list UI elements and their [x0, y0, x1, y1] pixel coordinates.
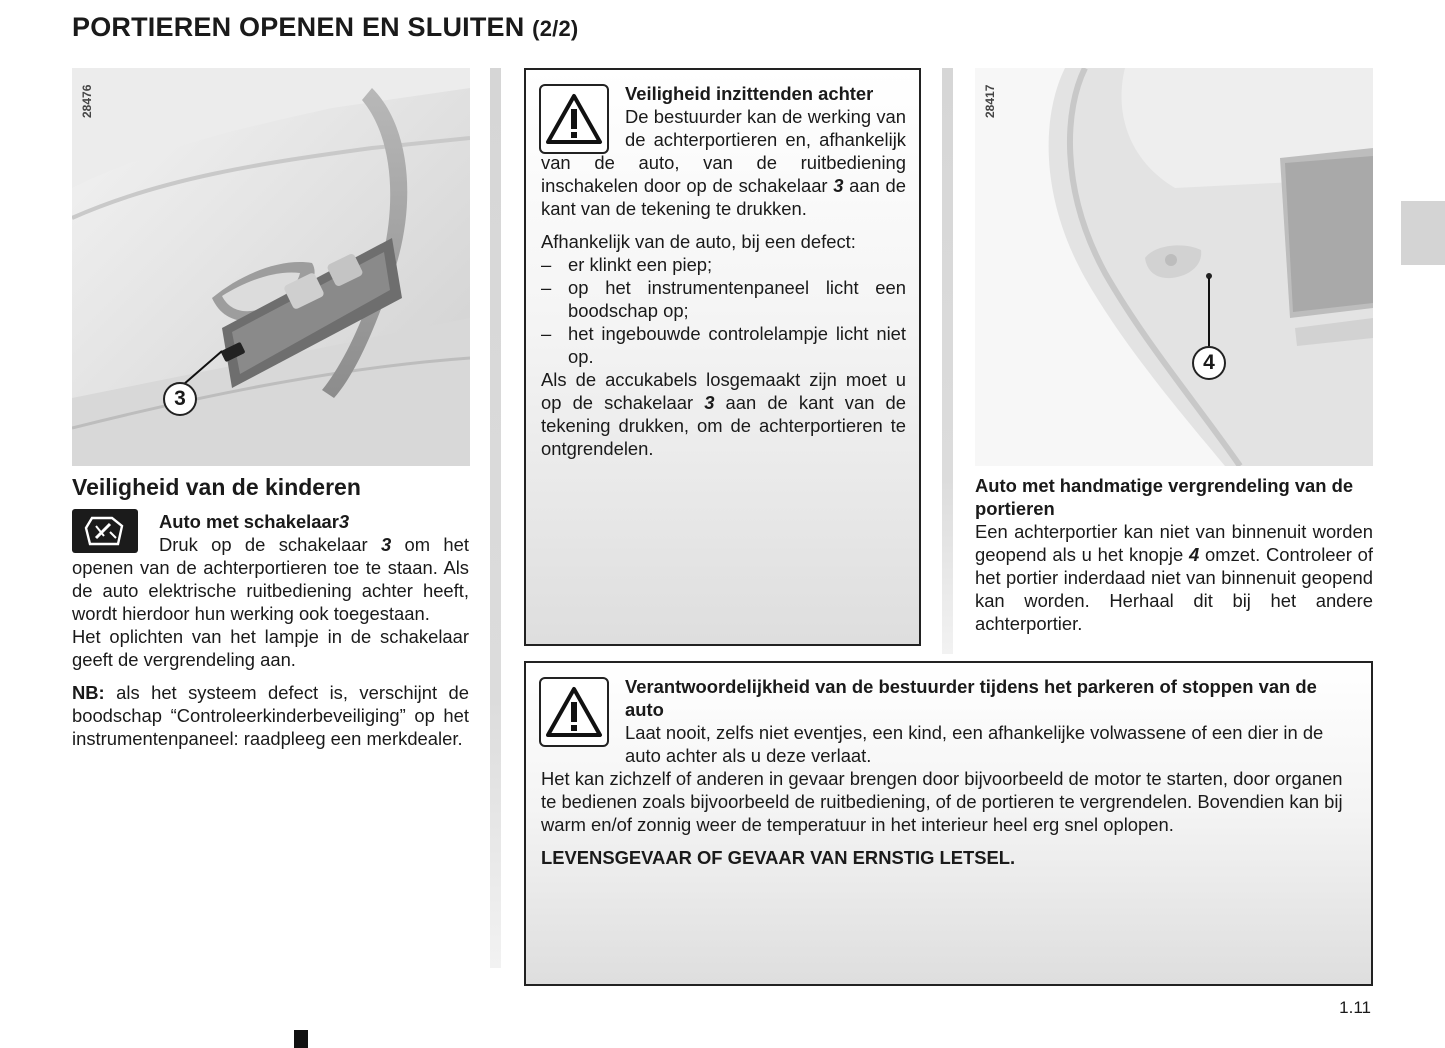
driver-warning-p1: Laat nooit, zelfs niet eventjes, een kind, een afhankelijke volwassene of een dier in de auto achter als u deze verlaat.	[625, 722, 1324, 766]
list-item: – er klinkt een piep;	[541, 253, 906, 276]
rear-warning-heading: Veiligheid inzittenden achter	[625, 83, 874, 104]
page-title	[72, 12, 578, 43]
subheading-text: Auto met schakelaar	[159, 511, 339, 532]
driver-warning-closing: LEVENSGEVAAR OF GEVAAR VAN ERNSTIG LETSEL.	[541, 847, 1016, 868]
figure-number: 28476	[80, 84, 94, 118]
child-safety-nb: NB: als het systeem defect is, verschijnt de boodschap “Controleerkinderbeveiliging” op het instrumentenpaneel: raadpleeg een merkdealer.	[72, 682, 469, 749]
figure-door-lock	[975, 68, 1373, 466]
rear-warning-text	[541, 82, 906, 460]
driver-responsibility-warning	[524, 661, 1373, 986]
driver-warning-text	[541, 675, 1358, 869]
driver-warning-heading: Verantwoordelijkheid van de bestuurder tijdens het parkeren of stoppen van de auto	[625, 676, 1317, 720]
column-divider-right	[942, 68, 953, 654]
child-safety-text	[72, 510, 469, 750]
callout-3: 3	[163, 382, 197, 416]
chapter-tab	[1401, 201, 1445, 265]
figure-number: 28417	[983, 84, 997, 118]
child-safety-subheading	[159, 510, 469, 533]
rear-warning-p1: De bestuurder kan de werking van de achterportieren en, afhankelijk van de auto, van de ruitbediening inschakelen door op de schakelaar 3 aan de kant van de tekening te drukken.	[541, 106, 906, 219]
door-switch-illustration	[72, 68, 470, 466]
end-mark	[294, 1030, 308, 1048]
rear-warning-defect-intro: Afhankelijk van de auto, bij een defect:	[541, 231, 856, 252]
manual-lock-heading: Auto met handmatige vergrendeling van de portieren	[975, 475, 1354, 519]
title-text: PORTIEREN OPENEN EN SLUITEN	[72, 12, 525, 42]
door-lock-illustration	[975, 68, 1373, 466]
child-safety-p1: Druk op de schakelaar 3 om het openen van de achterportieren toe te staan. Als de auto elektrische ruitbediening achter heeft, wordt hierdoor hun werking ook toegestaan.	[72, 534, 469, 624]
list-item: – het ingebouwde controlelampje licht niet op.	[541, 322, 906, 368]
driver-warning-p2: Het kan zichzelf of anderen in gevaar brengen door bijvoorbeeld de motor te starten, door organen te bedienen zoals bijvoorbeeld de ruitbediening, of de portieren te vergrendelen. Bovendien kan bij warm en/of zonnig weer de temperatuur in het interieur heel erg snel oplopen.	[541, 768, 1343, 835]
figure-door-switch	[72, 68, 470, 466]
child-safety-heading: Veiligheid van de kinderen	[72, 474, 361, 500]
manual-lock-text	[975, 474, 1373, 635]
rear-warning-defect-list	[541, 253, 906, 368]
list-item: – op het instrumentenpaneel licht een boodschap op;	[541, 276, 906, 322]
manual-lock-p1: Een achterportier kan niet van binnenuit worden geopend als u het knopje 4 omzet. Controleer of het portier inderdaad niet van binnenuit geopend kan worden. Herhaal dit bij het andere achterportier.	[975, 521, 1373, 634]
child-safety-p2: Het oplichten van het lampje in de schakelaar geeft de vergrendeling aan.	[72, 626, 469, 670]
rear-warning-p3: Als de accukabels losgemaakt zijn moet u op de schakelaar 3 aan de kant van de tekening drukken, om de achterportieren te ontgrendelen.	[541, 369, 906, 459]
title-part: (2/2)	[532, 16, 579, 41]
subheading-ref: 3	[338, 511, 350, 532]
column-divider-left	[490, 68, 501, 968]
callout-4: 4	[1192, 346, 1226, 380]
rear-occupants-warning	[524, 68, 921, 646]
page-number: 1.11	[1339, 998, 1371, 1017]
